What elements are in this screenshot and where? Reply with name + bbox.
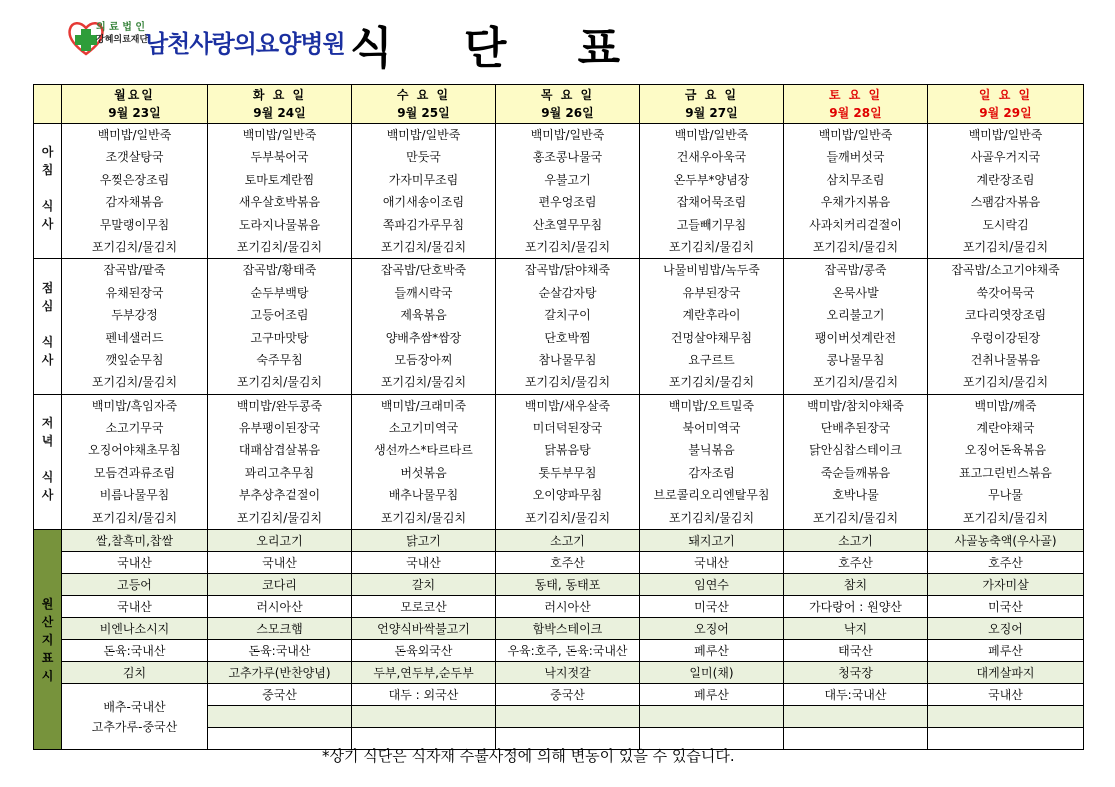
menu-item: 우불고기 bbox=[544, 172, 591, 187]
day-date: 9월 27일 bbox=[685, 106, 738, 120]
menu-item: 잡곡밥/콩죽 bbox=[824, 263, 887, 278]
origin-cell-empty bbox=[784, 728, 928, 750]
menu-item: 포기김치/물김치 bbox=[962, 239, 1049, 254]
origin-cell: 낙지젓갈 bbox=[496, 662, 640, 684]
label-char: 식 bbox=[41, 199, 54, 214]
day-name: 토 요 일 bbox=[828, 88, 883, 102]
meal-row bbox=[34, 124, 1084, 259]
menu-item: 조갯살탕국 bbox=[105, 150, 164, 165]
menu-item: 백미밥/새우살죽 bbox=[524, 398, 611, 413]
menu-item: 잡채어묵조림 bbox=[676, 195, 747, 210]
origin-cell: 국내산 bbox=[640, 552, 784, 574]
label-char: 사 bbox=[41, 217, 54, 232]
menu-item: 포기김치/물김치 bbox=[524, 375, 611, 390]
menu-item: 백미밥/일반죽 bbox=[97, 128, 172, 142]
menu-item: 우렁이강된장 bbox=[970, 330, 1041, 345]
menu-item: 포기김치/물김치 bbox=[962, 375, 1049, 390]
origin-cell-empty bbox=[928, 706, 1084, 728]
origin-cell: 청국장 bbox=[784, 662, 928, 684]
menu-table bbox=[33, 84, 1084, 750]
day-name: 수 요 일 bbox=[396, 88, 451, 102]
menu-item: 건새우아욱국 bbox=[676, 150, 747, 165]
meal-cell bbox=[784, 259, 928, 394]
day-header bbox=[784, 85, 928, 124]
label-char: 점 bbox=[41, 280, 54, 295]
day-name: 화 요 일 bbox=[252, 88, 307, 102]
kimchi-origin-cell bbox=[62, 684, 208, 750]
menu-item: 포기김치/물김치 bbox=[91, 375, 178, 390]
menu-item: 포기김치/물김치 bbox=[380, 239, 467, 254]
menu-item: 유부팽이된장국 bbox=[238, 421, 321, 436]
meal-cell bbox=[352, 259, 496, 394]
page-title: 식 단 표 bbox=[350, 23, 649, 74]
day-name: 일 요 일 bbox=[978, 88, 1033, 102]
menu-item: 고구마맛탕 bbox=[250, 330, 309, 345]
label-char: 식 bbox=[41, 334, 54, 349]
label-char: 심 bbox=[41, 298, 54, 313]
menu-item: 미더덕된장국 bbox=[532, 421, 603, 436]
menu-item: 양배추쌈*쌈장 bbox=[385, 330, 462, 345]
menu-item: 홍조콩나물국 bbox=[532, 150, 603, 165]
menu-item: 배추나물무침 bbox=[388, 488, 459, 503]
origin-cell: 함박스테이크 bbox=[496, 618, 640, 640]
label-char bbox=[34, 182, 61, 200]
origin-cell: 돼지고기 bbox=[640, 530, 784, 552]
origin-cell: 돈육외국산 bbox=[352, 640, 496, 662]
menu-item: 계란후라이 bbox=[682, 308, 741, 323]
day-date: 9월 26일 bbox=[541, 106, 594, 120]
menu-item: 토마토계란찜 bbox=[244, 172, 315, 187]
label-char: 침 bbox=[41, 163, 54, 178]
menu-item: 소고기무국 bbox=[105, 421, 164, 436]
label-char: 표 bbox=[41, 650, 54, 665]
origin-cell: 호주산 bbox=[496, 552, 640, 574]
menu-item: 백미밥/일반죽 bbox=[242, 128, 317, 142]
label-char: 산 bbox=[41, 614, 54, 629]
meal-cell bbox=[784, 394, 928, 529]
origin-cell-empty bbox=[352, 706, 496, 728]
foundation-label: 의 료 법 인 강혜의료재단 bbox=[96, 22, 149, 45]
menu-item: 단호박찜 bbox=[544, 330, 591, 345]
day-header bbox=[352, 85, 496, 124]
meal-cell bbox=[208, 394, 352, 529]
day-name: 금 요 일 bbox=[684, 88, 739, 102]
menu-item: 계란야채국 bbox=[976, 421, 1035, 436]
menu-item: 포기김치/물김치 bbox=[668, 239, 755, 254]
menu-item: 깻잎순무침 bbox=[105, 352, 164, 367]
menu-item: 백미밥/크래미죽 bbox=[380, 398, 467, 413]
menu-item: 편우엉조림 bbox=[538, 195, 597, 210]
meal-cell bbox=[640, 124, 784, 259]
origin-cell-empty bbox=[640, 706, 784, 728]
origin-cell: 임연수 bbox=[640, 574, 784, 596]
origin-cell: 페루산 bbox=[640, 640, 784, 662]
menu-item: 포기김치/물김치 bbox=[812, 239, 899, 254]
menu-item: 부추상추겉절이 bbox=[238, 488, 321, 503]
origin-row bbox=[34, 530, 1084, 552]
menu-item: 포기김치/물김치 bbox=[962, 510, 1049, 525]
meal-cell bbox=[928, 259, 1084, 394]
menu-item: 무말랭이무침 bbox=[99, 217, 170, 232]
meal-cell bbox=[928, 394, 1084, 529]
day-header bbox=[640, 85, 784, 124]
meal-cell bbox=[208, 124, 352, 259]
meal-cell bbox=[496, 124, 640, 259]
menu-item: 모듬장아찌 bbox=[394, 352, 453, 367]
menu-item: 오리불고기 bbox=[826, 308, 885, 323]
menu-item: 순살감자탕 bbox=[538, 285, 597, 300]
menu-item: 우찢은장조림 bbox=[99, 172, 170, 187]
menu-item: 잡곡밥/황태죽 bbox=[242, 263, 317, 278]
menu-item: 백미밥/흑임자죽 bbox=[91, 398, 178, 413]
menu-item: 포기김치/물김치 bbox=[380, 510, 467, 525]
origin-cell: 코다리 bbox=[208, 574, 352, 596]
menu-item: 콩나물무침 bbox=[826, 352, 885, 367]
label-char bbox=[34, 453, 61, 471]
origin-cell: 동태, 동태포 bbox=[496, 574, 640, 596]
menu-item: 감자조림 bbox=[688, 465, 735, 480]
menu-item: 백미밥/오트밀죽 bbox=[668, 398, 755, 413]
kimchi-origin-line: 배추-국내산 bbox=[103, 699, 166, 714]
menu-item: 참나물무침 bbox=[538, 352, 597, 367]
label-char: 원 bbox=[41, 596, 54, 611]
meal-cell bbox=[62, 259, 208, 394]
origin-cell: 가다랑어 : 원양산 bbox=[784, 596, 928, 618]
menu-item: 잡곡밥/단호박죽 bbox=[380, 263, 467, 278]
menu-item: 두부북어국 bbox=[250, 150, 309, 165]
menu-item: 생선까스*타르타르 bbox=[374, 443, 473, 458]
label-char: 시 bbox=[41, 668, 54, 683]
menu-item: 백미밥/참치야채죽 bbox=[807, 398, 904, 413]
menu-item: 쪽파김가루무침 bbox=[382, 217, 465, 232]
menu-item: 단배추된장국 bbox=[820, 421, 891, 436]
day-date: 9월 29일 bbox=[979, 106, 1032, 120]
day-date: 9월 28일 bbox=[829, 106, 882, 120]
meal-cell bbox=[640, 394, 784, 529]
origin-row bbox=[34, 684, 1084, 706]
menu-item: 포기김치/물김치 bbox=[236, 375, 323, 390]
origin-cell: 중국산 bbox=[496, 684, 640, 706]
origin-cell: 호주산 bbox=[784, 552, 928, 574]
origin-cell: 대게살파지 bbox=[928, 662, 1084, 684]
origin-cell: 두부,연두부,순두부 bbox=[352, 662, 496, 684]
menu-item: 브로콜리오리엔탈무침 bbox=[653, 488, 770, 503]
meal-row bbox=[34, 259, 1084, 394]
menu-item: 백미밥/일반죽 bbox=[968, 128, 1043, 142]
day-name: 목 요 일 bbox=[540, 88, 595, 102]
menu-item: 감자채볶음 bbox=[105, 195, 164, 210]
menu-item: 소고기미역국 bbox=[388, 421, 459, 436]
menu-item: 백미밥/일반죽 bbox=[674, 128, 749, 142]
origin-cell: 미국산 bbox=[928, 596, 1084, 618]
menu-item: 포기김치/물김치 bbox=[91, 510, 178, 525]
origin-cell: 낙지 bbox=[784, 618, 928, 640]
menu-item: 펜네샐러드 bbox=[105, 330, 164, 345]
origin-cell: 일미(채) bbox=[640, 662, 784, 684]
menu-item: 포기김치/물김치 bbox=[91, 239, 178, 254]
origin-cell: 대두 : 외국산 bbox=[352, 684, 496, 706]
origin-cell: 돈육:국내산 bbox=[208, 640, 352, 662]
menu-item: 백미밥/깨죽 bbox=[974, 398, 1037, 413]
hospital-name: 남천사랑의요양병원 bbox=[145, 30, 345, 58]
menu-item: 포기김치/물김치 bbox=[524, 510, 611, 525]
menu-item: 들깨시락국 bbox=[394, 285, 453, 300]
menu-item: 삼치무조림 bbox=[826, 172, 885, 187]
meal-cell bbox=[928, 124, 1084, 259]
menu-item: 도라지나물볶음 bbox=[238, 217, 321, 232]
origin-cell: 국내산 bbox=[62, 596, 208, 618]
menu-item: 온두부*양념장 bbox=[673, 172, 750, 187]
menu-item: 톳두부무침 bbox=[538, 465, 597, 480]
origin-cell: 모로코산 bbox=[352, 596, 496, 618]
menu-item: 포기김치/물김치 bbox=[812, 510, 899, 525]
menu-item: 닭안심찹스테이크 bbox=[809, 443, 902, 458]
origin-cell-empty bbox=[784, 706, 928, 728]
origin-row bbox=[34, 574, 1084, 596]
menu-item: 백미밥/일반죽 bbox=[386, 128, 461, 142]
label-char: 사 bbox=[41, 487, 54, 502]
origin-cell: 오리고기 bbox=[208, 530, 352, 552]
meal-cell bbox=[640, 259, 784, 394]
label-char: 저 bbox=[41, 415, 54, 430]
menu-item: 모듬견과류조림 bbox=[93, 465, 176, 480]
menu-item: 스팸감자볶음 bbox=[970, 195, 1041, 210]
menu-item: 포기김치/물김치 bbox=[236, 239, 323, 254]
menu-item: 도시락김 bbox=[982, 217, 1029, 232]
menu-item: 코다리엿장조림 bbox=[964, 308, 1047, 323]
origin-row bbox=[34, 662, 1084, 684]
origin-cell: 언양식바싹불고기 bbox=[352, 618, 496, 640]
menu-item: 유채된장국 bbox=[105, 285, 164, 300]
menu-item: 닭볶음탕 bbox=[544, 443, 591, 458]
menu-item: 계란장조림 bbox=[976, 172, 1035, 187]
origin-cell: 러시아산 bbox=[208, 596, 352, 618]
meal-cell bbox=[352, 394, 496, 529]
menu-item: 가자미무조림 bbox=[388, 172, 459, 187]
meal-cell bbox=[496, 259, 640, 394]
meal-cell bbox=[784, 124, 928, 259]
origin-cell: 갈치 bbox=[352, 574, 496, 596]
origin-cell: 비엔나소시지 bbox=[62, 618, 208, 640]
menu-item: 나물비빔밥/녹두죽 bbox=[663, 263, 760, 278]
origin-cell: 소고기 bbox=[496, 530, 640, 552]
label-char: 녁 bbox=[41, 433, 54, 448]
menu-item: 갈치구이 bbox=[544, 308, 591, 323]
origin-cell: 소고기 bbox=[784, 530, 928, 552]
origin-row bbox=[34, 596, 1084, 618]
menu-item: 불닉볶음 bbox=[688, 443, 735, 458]
origin-cell: 태국산 bbox=[784, 640, 928, 662]
day-header bbox=[208, 85, 352, 124]
menu-item: 제육볶음 bbox=[400, 308, 447, 323]
origin-cell: 김치 bbox=[62, 662, 208, 684]
day-header bbox=[62, 85, 208, 124]
origin-cell: 페루산 bbox=[640, 684, 784, 706]
menu-item: 백미밥/일반죽 bbox=[530, 128, 605, 142]
meal-label bbox=[34, 124, 62, 259]
menu-item: 백미밥/완두콩죽 bbox=[236, 398, 323, 413]
menu-item: 요구르트 bbox=[688, 352, 735, 367]
menu-item: 잡곡밥/닭야채죽 bbox=[524, 263, 611, 278]
origin-cell: 우육:호주, 돈육:국내산 bbox=[496, 640, 640, 662]
origin-cell: 국내산 bbox=[62, 552, 208, 574]
origin-cell: 러시아산 bbox=[496, 596, 640, 618]
menu-item: 꽈리고추무침 bbox=[244, 465, 315, 480]
menu-item: 새우살호박볶음 bbox=[238, 195, 321, 210]
meal-cell bbox=[62, 124, 208, 259]
origin-label bbox=[34, 530, 62, 750]
origin-cell: 스모크햄 bbox=[208, 618, 352, 640]
label-char: 지 bbox=[41, 632, 54, 647]
origin-cell: 고추가루(반찬양념) bbox=[208, 662, 352, 684]
menu-item: 쑥갓어묵국 bbox=[976, 285, 1035, 300]
menu-item: 무나물 bbox=[988, 488, 1023, 503]
footnote: *상기 식단은 식자재 수불사정에 의해 변동이 있을 수 있습니다. bbox=[322, 747, 735, 765]
menu-item: 백미밥/일반죽 bbox=[818, 128, 893, 142]
origin-row bbox=[34, 552, 1084, 574]
menu-item: 호박나물 bbox=[832, 488, 879, 503]
menu-item: 고등어조림 bbox=[250, 308, 309, 323]
origin-cell: 오징어 bbox=[640, 618, 784, 640]
menu-item: 북어미역국 bbox=[682, 421, 741, 436]
meal-cell bbox=[62, 394, 208, 529]
origin-cell: 사골농축액(우사골) bbox=[928, 530, 1084, 552]
menu-item: 포기김치/물김치 bbox=[668, 375, 755, 390]
menu-item: 오이양파무침 bbox=[532, 488, 603, 503]
day-header bbox=[496, 85, 640, 124]
menu-item: 온묵사발 bbox=[832, 285, 879, 300]
corner-cell bbox=[34, 85, 62, 124]
origin-row bbox=[34, 640, 1084, 662]
meal-row bbox=[34, 394, 1084, 529]
menu-item: 사과치커리겉절이 bbox=[809, 217, 902, 232]
origin-cell: 고등어 bbox=[62, 574, 208, 596]
origin-cell: 쌀,찰흑미,찹쌀 bbox=[62, 530, 208, 552]
menu-item: 포기김치/물김치 bbox=[812, 375, 899, 390]
meal-label bbox=[34, 259, 62, 394]
menu-item: 포기김치/물김치 bbox=[380, 375, 467, 390]
origin-cell: 오징어 bbox=[928, 618, 1084, 640]
page-header bbox=[0, 0, 1115, 84]
origin-cell: 국내산 bbox=[928, 684, 1084, 706]
label-char: 사 bbox=[41, 352, 54, 367]
origin-cell-empty bbox=[208, 706, 352, 728]
day-date: 9월 25일 bbox=[397, 106, 450, 120]
menu-item: 버섯볶음 bbox=[400, 465, 447, 480]
menu-item: 우채가지볶음 bbox=[820, 195, 891, 210]
menu-item: 잡곡밥/팥죽 bbox=[103, 263, 166, 278]
menu-item: 죽순들깨볶음 bbox=[820, 465, 891, 480]
menu-item: 팽이버섯계란전 bbox=[814, 330, 897, 345]
origin-cell: 국내산 bbox=[352, 552, 496, 574]
origin-cell: 참치 bbox=[784, 574, 928, 596]
origin-cell: 페루산 bbox=[928, 640, 1084, 662]
menu-item: 사골우거지국 bbox=[970, 150, 1041, 165]
day-date: 9월 23일 bbox=[108, 106, 161, 120]
day-header bbox=[928, 85, 1084, 124]
origin-cell: 가자미살 bbox=[928, 574, 1084, 596]
origin-row bbox=[34, 618, 1084, 640]
day-name: 월요일 bbox=[114, 88, 155, 102]
menu-item: 건멍살야채무침 bbox=[670, 330, 753, 345]
menu-item: 잡곡밥/소고기야채죽 bbox=[951, 263, 1060, 278]
menu-item: 대패삼겹살볶음 bbox=[238, 443, 321, 458]
origin-cell: 미국산 bbox=[640, 596, 784, 618]
origin-cell-empty bbox=[928, 728, 1084, 750]
menu-item: 산초열무무침 bbox=[532, 217, 603, 232]
label-char: 아 bbox=[41, 145, 54, 160]
origin-cell: 국내산 bbox=[208, 552, 352, 574]
origin-cell: 호주산 bbox=[928, 552, 1084, 574]
origin-cell: 돈육:국내산 bbox=[62, 640, 208, 662]
day-date: 9월 24일 bbox=[253, 106, 306, 120]
menu-item: 만둣국 bbox=[406, 150, 441, 165]
kimchi-origin-line: 고추가루-중국산 bbox=[91, 719, 178, 734]
menu-item: 표고그린빈스볶음 bbox=[959, 465, 1052, 480]
menu-item: 건취나물볶음 bbox=[970, 352, 1041, 367]
origin-cell: 닭고기 bbox=[352, 530, 496, 552]
menu-item: 숙주무침 bbox=[256, 352, 303, 367]
label-char bbox=[34, 318, 61, 336]
meal-label bbox=[34, 394, 62, 529]
origin-cell: 대두:국내산 bbox=[784, 684, 928, 706]
origin-cell: 중국산 bbox=[208, 684, 352, 706]
menu-item: 유부된장국 bbox=[682, 285, 741, 300]
meal-cell bbox=[496, 394, 640, 529]
meal-cell bbox=[208, 259, 352, 394]
menu-item: 고들빼기무침 bbox=[676, 217, 747, 232]
day-header-row bbox=[34, 85, 1084, 124]
menu-item: 비름나물무침 bbox=[99, 488, 170, 503]
menu-item: 두부강정 bbox=[111, 308, 158, 323]
label-char: 식 bbox=[41, 469, 54, 484]
menu-item: 포기김치/물김치 bbox=[524, 239, 611, 254]
menu-item: 포기김치/물김치 bbox=[236, 510, 323, 525]
menu-item: 순두부백탕 bbox=[250, 285, 309, 300]
origin-cell-empty bbox=[496, 706, 640, 728]
menu-item: 들깨버섯국 bbox=[826, 150, 885, 165]
menu-item: 포기김치/물김치 bbox=[668, 510, 755, 525]
meal-cell bbox=[352, 124, 496, 259]
menu-item: 애기새송이조림 bbox=[382, 195, 465, 210]
menu-item: 오징어돈육볶음 bbox=[964, 443, 1047, 458]
menu-item: 오징어야채초무침 bbox=[88, 443, 181, 458]
